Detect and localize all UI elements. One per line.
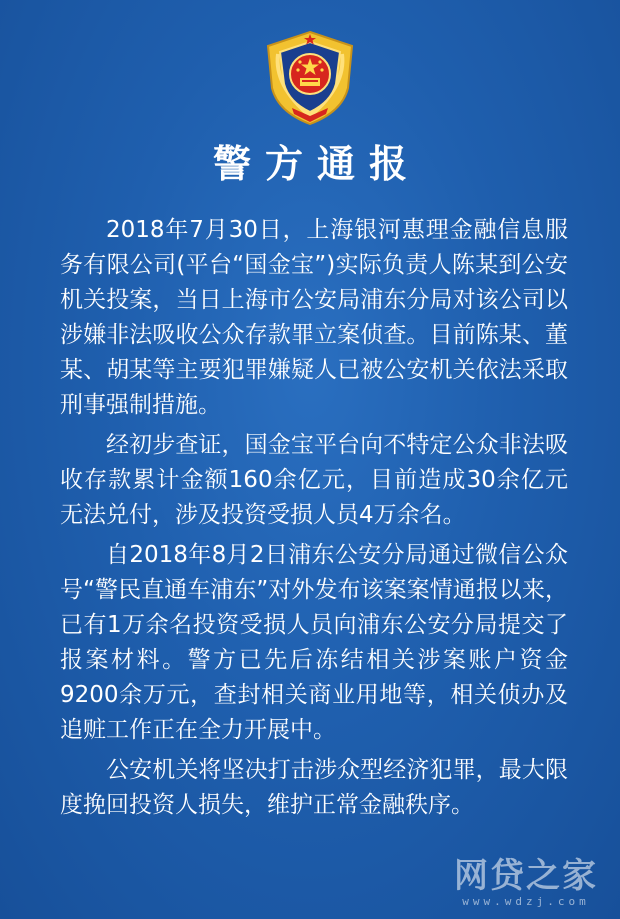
paragraph: 公安机关将坚决打击涉众型经济犯罪，最大限度挽回投资人损失，维护正常金融秩序。 bbox=[60, 757, 568, 818]
notice-body bbox=[60, 213, 568, 828]
watermark-logo-text: 网贷之家 bbox=[454, 856, 598, 896]
police-emblem-icon bbox=[256, 28, 364, 128]
page-title: 警方通报 bbox=[212, 142, 421, 186]
paragraph: 2018年7月30日，上海银河惠理金融信息服务有限公司(平台“国金宝”)实际负责人陈某到公安机关投案，当日上海市公安局浦东分局对该公司以涉嫌非法吸收公众存款罪立案侦查。目前陈某、董某、胡某等主要犯罪嫌疑人已被公安机关依法采取刑事强制措施。 bbox=[60, 217, 568, 418]
paragraph: 经初步查证，国金宝平台向不特定公众非法吸收存款累计金额160余亿元，目前造成30余亿元无法兑付，涉及投资受损人员4万余名。 bbox=[60, 432, 568, 528]
watermark bbox=[454, 857, 598, 909]
paragraph: 自2018年8月2日浦东公安分局通过微信公众号“警民直通车浦东”对外发布该案案情通报以来，已有1万余名投资受损人员向浦东公安分局提交了报案材料。警方已先后冻结相关涉案账户资金9200余万元，查封相关商业用地等，相关侦办及追赃工作正在全力开展中。 bbox=[60, 542, 568, 743]
watermark-url: www.wdzj.com bbox=[462, 895, 590, 908]
